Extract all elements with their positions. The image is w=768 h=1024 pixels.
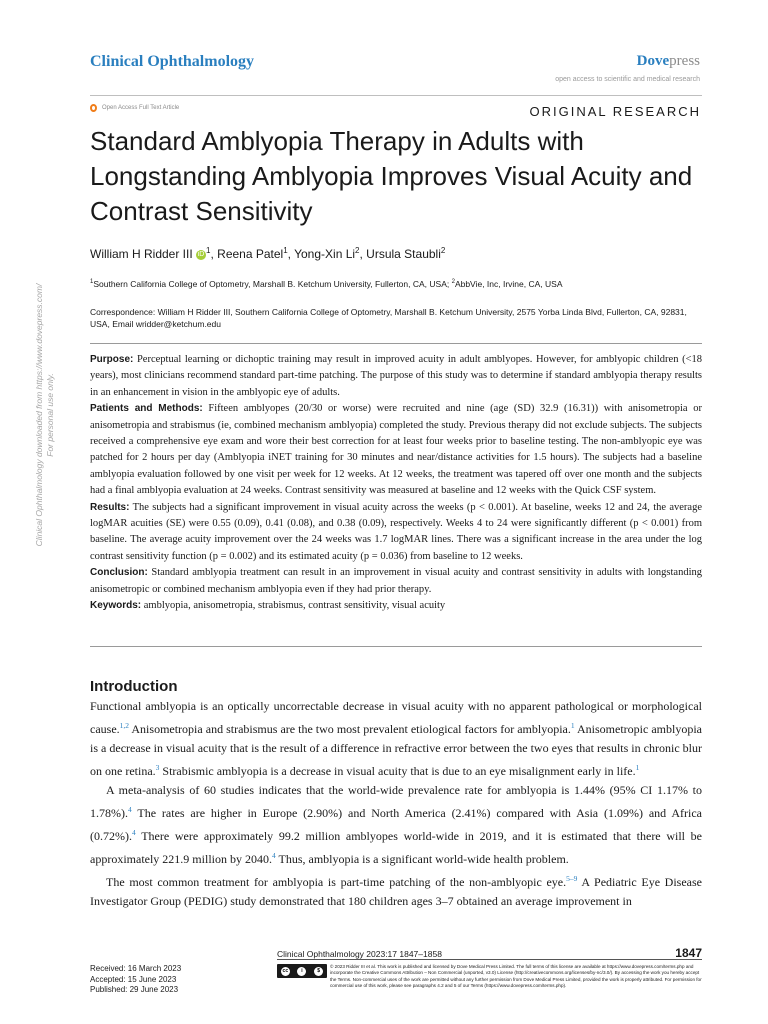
publisher-suffix: press — [669, 53, 700, 69]
abstract-text: Fifteen amblyopes (20/30 or worse) were recruited and nine (age (SD) 32.9 (16.31)) with anisometropia or anisometropia and strabismus (ie, combined mechanism amblyopia) completed the study. Previous therapy did not exclude subjects. The subjects received a comprehensive eye exam and wore their best correction for at least four weeks prior to baseline testing. The non-amblyopic eye was patched for 2 hours per day (Amblyopia iNET training for 30 minutes and near/distance activities for 1.5 hours). The subjects had a baseline amblyopia evaluation followed by one visit per week for 12 weeks. At 12 weeks, the treatment was tapered off over one month and the subjects had a final amblyopia evaluation at 24 weeks. Contrast sensitivity was measured at baseline and 12 weeks with the Quick CSF system. — [90, 403, 702, 497]
reference-link[interactable]: 1 — [635, 763, 640, 772]
watermark-line: Clinical Ophthalmology downloaded from https://www.dovepress.com/ — [34, 283, 44, 547]
abstract-methods — [90, 401, 702, 499]
abstract-text: Perceptual learning or dichoptic training may result in improved acuity in adult amblyopes. However, for amblyopic children (<18 years), most clinicians recommend standard part-time patching. The purpose of this study was to determine if standard amblyopia therapy results in an enhancement in vision in the amblyopic eye of adults. — [90, 354, 702, 398]
abstract-text: Standard amblyopia treatment can result in an improvement in visual acuity and contrast sensitivity in adults with longstanding anisometropic or combined mechanism amblyopia even if they had prior therapy. — [90, 567, 702, 595]
footer-divider — [277, 959, 702, 960]
affiliation-text: AbbVie, Inc, Irvine, CA, USA — [454, 279, 563, 289]
cc-icon: cc — [282, 967, 289, 974]
published-date: Published: 29 June 2023 — [90, 985, 179, 994]
paragraph-text: A Pediatric Eye Disease Investigator Group (PEDIG) study demonstrated that 180 children ages 3–7 obtained an average improvement in — [90, 875, 702, 908]
paragraph — [90, 697, 702, 781]
paragraph-text: The most common treatment for amblyopia is part-time patching of the non-amblyopic eye. — [106, 875, 567, 889]
paragraph-text: Thus, amblyopia is a significant world-wide health problem. — [275, 852, 569, 866]
affiliation-number: 1 — [90, 279, 94, 286]
page-number: 1847 — [675, 946, 702, 960]
author-name[interactable]: Yong-Xin Li — [294, 247, 356, 261]
by-icon: i — [297, 967, 306, 976]
author-affiliation: 1 — [206, 246, 211, 255]
open-access-label: Open Access Full Text Article — [102, 105, 180, 111]
watermark-line: For personal use only. — [45, 373, 55, 457]
article-dates — [90, 964, 181, 996]
paragraph-text: A meta-analysis of 60 studies indicates that the world-wide prevalence rate for amblyopia is 1.44% (95% CI 1.17% to 1.78%). — [90, 783, 702, 820]
abstract-label: Purpose: — [90, 354, 134, 365]
author-name[interactable]: Ursula Staubli — [366, 247, 441, 261]
publisher-main: Dove — [636, 53, 670, 69]
abstract-keywords — [90, 598, 702, 614]
author-affiliation: 2 — [440, 246, 446, 255]
cc-license-badge[interactable] — [277, 964, 327, 978]
abstract-label: Results: — [90, 501, 130, 513]
footer-citation: Clinical Ophthalmology 2023:17 1847–1858 — [277, 949, 442, 959]
header-divider — [90, 95, 702, 96]
open-access-icon — [90, 104, 97, 112]
publisher-logo[interactable] — [637, 53, 700, 70]
license-text: © 2023 Ridder III et al. This work is published and licensed by Dove Medical Press Limited. The full terms of this license are available at https://www.dovepress.com/terms.php and incorporate the Creative Commons Attribution – Non Commercial (unported, v3.0) License (http://creativecommons.org/licenses/by-nc/3.0/). By accessing the work you hereby accept the Terms. Non-commercial uses of the work are permitted without any further permission from Dove Medical Press Limited, provided the work is properly attributed. For permission for commercial use of this work, please see paragraphs 4.2 and 5 of our Terms (https://www.dovepress.com/terms.php). — [330, 964, 702, 988]
paragraph-text: The rates are higher in Europe (2.90%) and North America (2.41%) compared with Asia (1.09%) and Africa (0.72%). — [90, 806, 702, 843]
author-name[interactable]: William H Ridder III — [90, 247, 193, 261]
open-access-badge — [90, 104, 179, 112]
abstract-conclusion — [90, 565, 702, 598]
keywords-text: amblyopia, anisometropia, strabismus, contrast sensitivity, visual acuity — [141, 600, 446, 612]
correspondence: Correspondence: William H Ridder III, Southern California College of Optometry, Marshall B. Ketchum University, 2575 Yorba Linda Blvd, Fullerton, CA, 92831, USA, Email wridder@ketchum.edu — [90, 307, 687, 329]
abstract-text: The subjects had a significant improvement in visual acuity across the weeks (p < 0.001). At baseline, weeks 12 and 24, the average logMAR acuities (SE) were 0.55 (0.09), 0.41 (0.08), and 0.38 (0.09), respectively. Weeks 4 to 24 were significantly different (p < 0.001) from baseline. The average acuity improvement over the 24 weeks was 1.7 logMAR lines. There was a significant increase in the area under the log contrast sensitivity function (p = 0.002) and its estimated acuity (p = 0.036) from baseline to 12 weeks. — [90, 501, 702, 562]
abstract-results — [90, 500, 702, 566]
paragraph-text: Anisometropia and strabismus are the two most prevalent etiological factors for amblyopia. — [129, 722, 571, 736]
author-affiliation: 2 — [355, 246, 360, 255]
reference-link[interactable]: 3 — [155, 763, 160, 772]
paragraph — [90, 869, 702, 911]
nc-icon: $ — [314, 967, 323, 976]
section-heading: Introduction — [90, 678, 178, 695]
received-date: Received: 16 March 2023 — [90, 964, 182, 973]
download-watermark — [34, 250, 74, 580]
abstract — [90, 352, 702, 615]
abstract-purpose — [90, 352, 702, 401]
accepted-date: Accepted: 15 June 2023 — [90, 974, 177, 984]
reference-link[interactable]: 4 — [271, 851, 276, 860]
article-title: Standard Amblyopia Therapy in Adults with Longstanding Amblyopia Improves Visual Acuity and Contrast Sensitivity — [90, 126, 693, 226]
reference-link[interactable]: 1,2 — [119, 721, 130, 730]
body-text — [90, 697, 702, 911]
orcid-icon[interactable]: iD — [197, 250, 205, 258]
reference-link[interactable]: 4 — [132, 828, 136, 837]
journal-name[interactable]: Clinical Ophthalmology — [90, 53, 255, 70]
publisher-tagline: open access to scientific and medical research — [555, 76, 700, 83]
author-affiliation: 1 — [283, 246, 288, 255]
reference-link[interactable]: 1 — [570, 721, 575, 730]
affiliations — [90, 279, 563, 289]
article-type: ORIGINAL RESEARCH — [529, 104, 701, 119]
abstract-label: Patients and Methods: — [90, 403, 203, 415]
abstract-label: Keywords: — [90, 600, 142, 612]
affiliation-number: 2 — [451, 279, 455, 286]
abstract-bottom-divider — [90, 646, 702, 647]
paragraph-text: Functional amblyopia is an optically uncorrectable decrease in visual acuity with no apparent pathological or morphological cause. — [90, 699, 702, 736]
paragraph-text: Anisometropic amblyopia is a decrease in visual acuity that is the result of a difference in refractive error between the two eyes that results in chronic blur on one retina. — [90, 722, 703, 778]
author-list: William H Ridder III iD $^1$, Reena Patel$^1$, Yong-Xin Li$^2$, Ursula Staubli$^2$ — [90, 246, 446, 261]
paragraph-text: Strabismic amblyopia is a decrease in visual acuity that is due to an eye misalignment early in life. — [159, 764, 636, 778]
author-name[interactable]: Reena Patel — [217, 247, 284, 261]
abstract-top-divider — [90, 343, 702, 344]
paragraph-text: There were approximately 99.2 million amblyopes world-wide in 2019, and it is estimated that there will be approximately 221.9 million by 2040. — [90, 829, 702, 866]
reference-link[interactable]: 5–9 — [566, 874, 578, 883]
paragraph — [90, 781, 702, 869]
reference-link[interactable]: 4 — [128, 805, 132, 814]
affiliation-text: Southern California College of Optometry, Marshall B. Ketchum University, Fullerton, CA, USA; — [93, 279, 452, 289]
abstract-label: Conclusion: — [90, 567, 148, 579]
